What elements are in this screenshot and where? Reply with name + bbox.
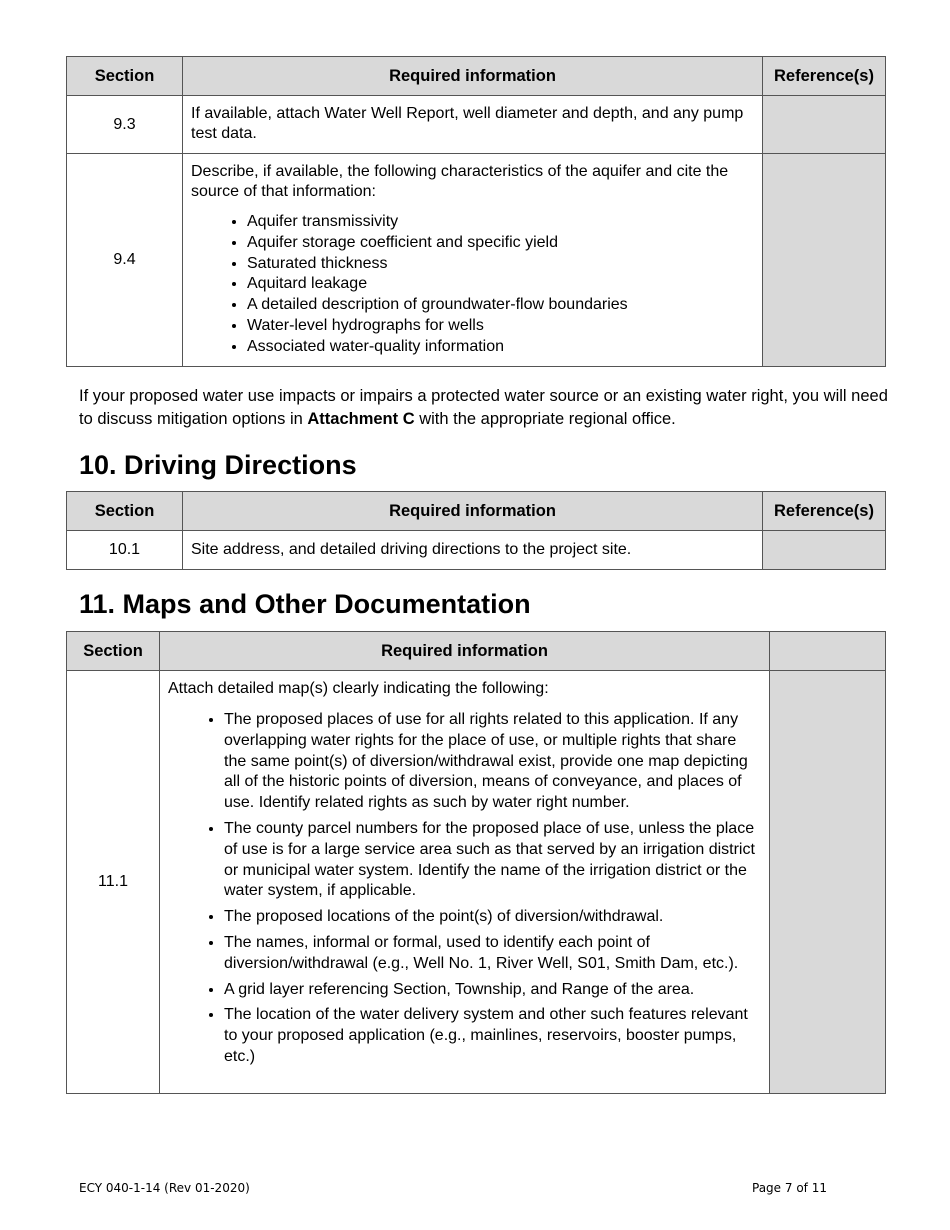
list-item: • The proposed places of use for all rights related to this application. If any overlapping water rights for the place of use, or multiple rights that share the same point(s) of diversion/withdrawal exist, provide one map depicting all of the historic points of diversion, means of conveyance, and places of use. Identify related rights as such by water right number. [224,710,761,814]
col-header-section: Section [67,492,183,531]
required-info: If available, attach Water Well Report, well diameter and depth, and any pump test data. [183,96,763,154]
table-row [67,96,886,154]
required-info-intro: Describe, if available, the following characteristics of the aquifer and cite the source of that information: [191,163,729,200]
section11-table [66,631,886,1094]
list-item: • Aquifer storage coefficient and specific yield [247,233,754,254]
list-item: • The location of the water delivery system and other such features relevant to your proposed application (e.g., mainlines, reservoirs, booster pumps, etc.) [224,1005,761,1067]
col-header-required: Required information [183,57,763,96]
attachment-c-ref: Attachment C [307,410,415,429]
page-number: Page 7 of 11 [752,1181,827,1195]
table-row [67,671,886,1094]
list-item: • Associated water-quality information [247,337,754,358]
section10-heading: 10. Driving Directions [79,450,357,480]
section-number: 9.3 [67,96,183,154]
section11-heading: 11. Maps and Other Documentation [79,589,531,619]
aquifer-list [191,212,754,358]
list-item: • A detailed description of groundwater-flow boundaries [247,295,754,316]
required-info [183,154,763,367]
reference-cell[interactable] [763,96,886,154]
col-header-required: Required information [160,632,770,671]
mitigation-text-end: with the appropriate regional office. [414,410,676,429]
list-item: • The county parcel numbers for the proposed place of use, unless the place of use is for a large service area such as that served by an irrigation district or municipal water system. Identify the name of the irrigation district or the water system, if applicable. [224,819,761,902]
list-item: • The proposed locations of the point(s) of diversion/withdrawal. [224,907,761,928]
reference-cell[interactable] [763,154,886,367]
table-row [67,154,886,367]
reference-cell[interactable] [770,671,886,1094]
section9-table [66,56,886,367]
section-number: 11.1 [67,671,160,1094]
list-item: • A grid layer referencing Section, Township, and Range of the area. [224,980,761,1001]
map-requirements-list [168,710,761,1068]
required-info [160,671,770,1094]
section10-table [66,491,886,570]
list-item: • Saturated thickness [247,254,754,275]
form-id: ECY 040-1-14 (Rev 01-2020) [79,1181,250,1195]
col-header-references-blank [770,632,886,671]
section-number: 9.4 [67,154,183,367]
section-number: 10.1 [67,531,183,570]
reference-cell[interactable] [763,531,886,570]
mitigation-text: If your proposed water use impacts or impairs a protected water source or an existing water right, you will need to discuss mitigation options in [79,387,888,429]
required-info: Site address, and detailed driving directions to the project site. [183,531,763,570]
col-header-section: Section [67,57,183,96]
col-header-required: Required information [183,492,763,531]
mitigation-paragraph [79,385,889,431]
table-row [67,531,886,570]
required-info-intro: Attach detailed map(s) clearly indicating the following: [168,680,549,697]
col-header-references: Reference(s) [763,492,886,531]
list-item: • The names, informal or formal, used to identify each point of diversion/withdrawal (e.g., Well No. 1, River Well, S01, Smith Dam, etc.). [224,933,761,975]
list-item: • Aquitard leakage [247,274,754,295]
col-header-section: Section [67,632,160,671]
list-item: • Water-level hydrographs for wells [247,316,754,337]
col-header-references: Reference(s) [763,57,886,96]
list-item: • Aquifer transmissivity [247,212,754,233]
